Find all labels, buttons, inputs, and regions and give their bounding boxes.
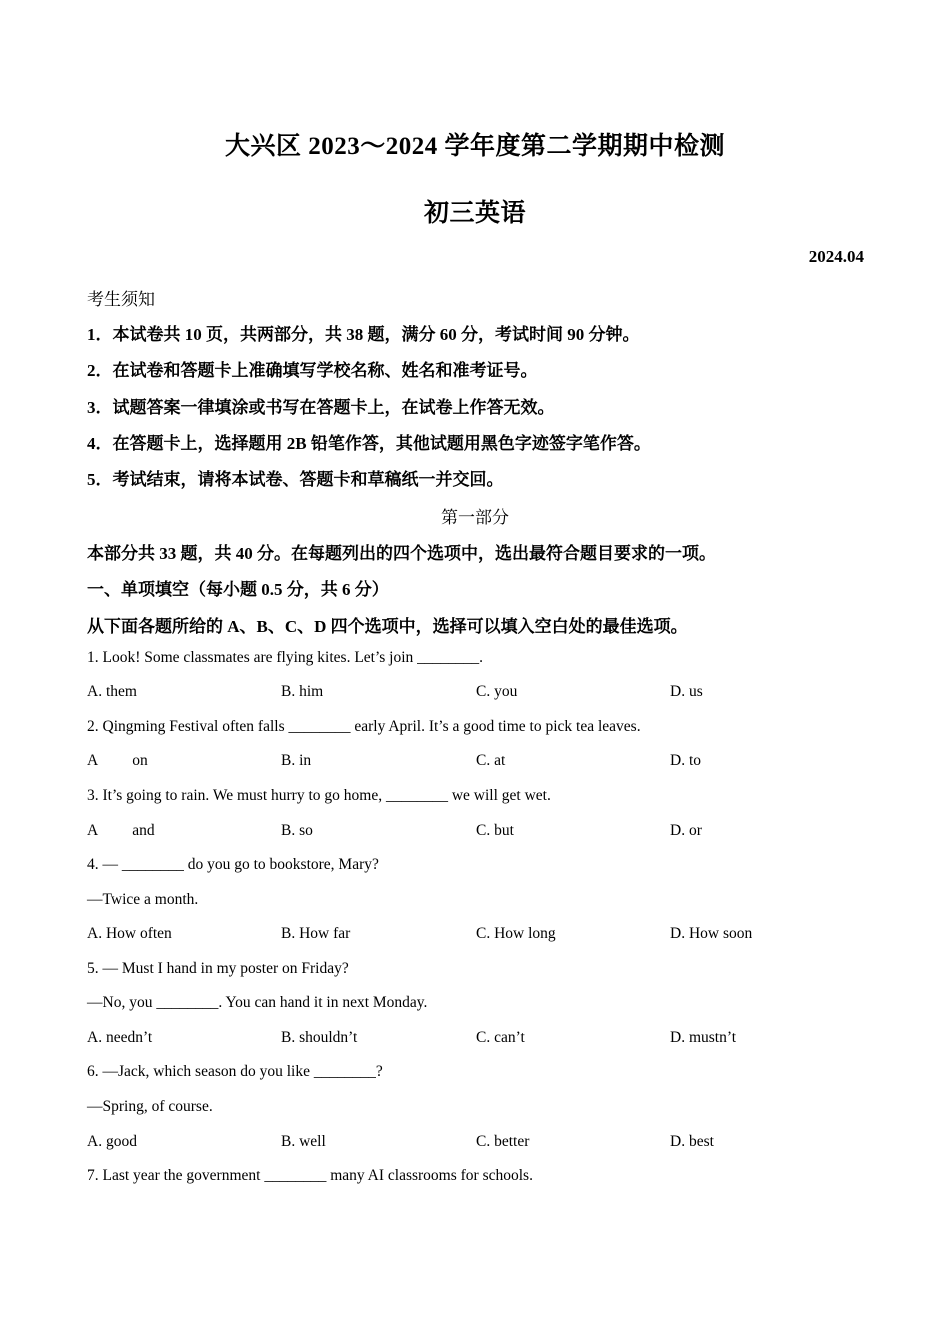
question-6-options [87,1133,887,1155]
question-4-option-c: C. How long [476,925,556,942]
question-2-option-b: B. in [281,752,312,769]
question-4-reply: —Twice a month. [87,891,199,908]
question-7-stem: 7. Last year the government ________ many AI classrooms for schools. [87,1167,533,1184]
part-title: 第一部分 [441,508,509,527]
question-6-option-b: B. well [281,1133,326,1150]
question-5-option-b: B. shouldn’t [281,1029,358,1046]
question-4-option-b: B. How far [281,925,351,942]
question-1-options [87,683,887,705]
notice-item-4: 4．在答题卡上，选择题用 2B 铅笔作答，其他试题用黑色字迹签字笔作答。 [87,434,651,453]
question-2-option-d: D. to [670,752,701,769]
question-5-option-a: A. needn’t [87,1029,153,1046]
question-3-option-b: B. so [281,822,313,839]
question-4-option-d: D. How soon [670,925,753,942]
question-1-option-b: B. him [281,683,324,700]
question-4-stem: 4. — ________ do you go to bookstore, Mary? [87,856,379,873]
question-4-option-a: A. How often [87,925,172,942]
question-5-options [87,1029,887,1051]
question-2-options [87,752,887,774]
question-3-option-d: D. or [670,822,702,839]
notice-item-5: 5．考试结束，请将本试卷、答题卡和草稿纸一并交回。 [87,470,504,489]
part-intro: 本部分共 33 题，共 40 分。在每题列出的四个选项中，选出最符合题目要求的一项。 [87,544,716,563]
section-instruction: 从下面各题所给的 A、B、C、D 四个选项中，选择可以填入空白处的最佳选项。 [87,617,688,636]
notice-item-3: 3．试题答案一律填涂或书写在答题卡上，在试卷上作答无效。 [87,398,555,417]
question-2-option-c: C. at [476,752,506,769]
question-3-options [87,822,887,844]
question-1-option-c: C. you [476,683,518,700]
question-1-option-d: D. us [670,683,703,700]
question-6-option-d: D. best [670,1133,714,1150]
question-6-reply: —Spring, of course. [87,1098,213,1115]
notice-heading: 考生须知 [87,290,155,309]
question-5-reply: —No, you ________. You can hand it in next Monday. [87,994,428,1011]
question-2-option-a: A on [87,752,148,769]
exam-subject: 初三英语 [423,200,526,227]
notice-item-2: 2．在试卷和答题卡上准确填写学校名称、姓名和准考证号。 [87,361,538,380]
question-5-option-d: D. mustn’t [670,1029,737,1046]
exam-date: 2024.04 [808,247,864,266]
question-6-option-c: C. better [476,1133,530,1150]
question-1-stem: 1. Look! Some classmates are flying kites. Let’s join ________. [87,649,484,666]
question-5-stem: 5. — Must I hand in my poster on Friday? [87,960,349,977]
question-3-stem: 3. It’s going to rain. We must hurry to go home, ________ we will get wet. [87,787,551,804]
exam-title: 大兴区 2023～2024 学年度第二学期期中检测 [224,133,725,160]
question-2-stem: 2. Qingming Festival often falls ________ early April. It’s a good time to pick tea leaves. [87,718,641,735]
notice-item-1: 1．本试卷共 10 页，共两部分，共 38 题，满分 60 分，考试时间 90 分钟。 [87,325,640,344]
question-3-option-a: A and [87,822,155,839]
section-title: 一、单项填空（每小题 0.5 分，共 6 分） [87,580,389,599]
question-1-option-a: A. them [87,683,137,700]
question-5-option-c: C. can’t [476,1029,525,1046]
question-3-option-c: C. but [476,822,514,839]
question-4-options [87,925,887,947]
question-6-stem: 6. —Jack, which season do you like ________? [87,1063,383,1080]
question-6-option-a: A. good [87,1133,137,1150]
